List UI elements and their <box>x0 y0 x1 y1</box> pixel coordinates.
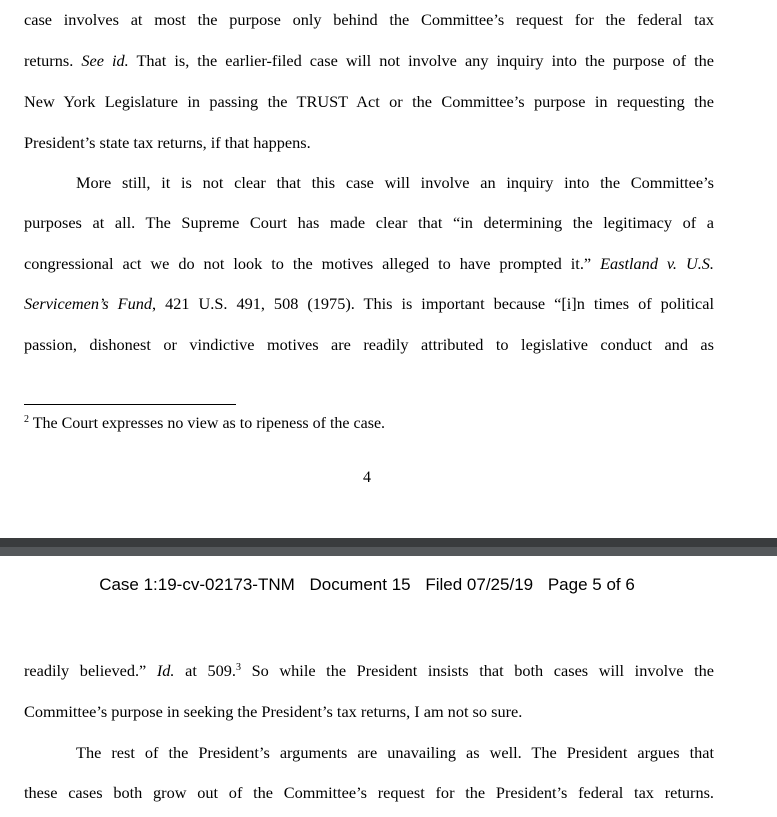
text-line <box>24 335 714 355</box>
text-line <box>24 92 714 112</box>
text-span: readily believed.” <box>24 661 157 680</box>
page-separator <box>0 538 777 556</box>
page-indicator: Page 5 of 6 <box>547 575 635 594</box>
case-number: Case 1:19-cv-02173-TNM <box>99 575 295 594</box>
footnote-marker: 3 <box>235 662 241 673</box>
text-span: More still, it is not clear that this case will involve an inquiry into the Committee’s <box>76 173 714 192</box>
text-line <box>24 10 714 30</box>
text-span: these cases both grow out of the Committee’s request for the President’s federal tax returns. <box>24 783 714 802</box>
text-line <box>24 133 714 153</box>
text-line <box>24 294 714 314</box>
footnote-divider <box>24 404 236 405</box>
text-line <box>24 213 714 233</box>
text-span: The rest of the President’s arguments are unavailing as well. The President argues that <box>76 743 714 762</box>
text-span: case involves at most the purpose only behind the Committee’s request for the federal tax <box>24 10 714 29</box>
page-number: 4 <box>363 469 371 486</box>
citation-italic: Id. <box>156 661 175 680</box>
text-span: purposes at all. The Supreme Court has made clear that “in determining the legitimacy of a <box>24 213 714 232</box>
text-line <box>24 51 714 71</box>
citation-italic: See id. <box>81 51 129 70</box>
text-line <box>24 254 714 274</box>
paragraph-first-line <box>76 743 714 763</box>
footnote-text: The Court expresses no view as to ripeness of the case. <box>29 415 386 432</box>
text-span: at 509. <box>174 661 236 680</box>
text-line <box>24 783 714 803</box>
case-header <box>0 574 734 596</box>
text-line <box>24 661 714 681</box>
text-span: President’s state tax returns, if that happens. <box>24 133 311 152</box>
text-span: So while the President insists that both cases will involve the <box>240 661 714 680</box>
footnote <box>24 414 385 434</box>
text-span: , 421 U.S. 491, 508 (1975). This is important because “[i]n times of political <box>152 294 714 313</box>
text-span: That is, the earlier-filed case will not involve any inquiry into the purpose of the <box>128 51 714 70</box>
text-span: congressional act we do not look to the motives alleged to have prompted it.” <box>24 254 601 273</box>
footnote-marker: 2 <box>24 414 29 425</box>
filed-date: Filed 07/25/19 <box>425 575 534 594</box>
text-line <box>24 702 714 722</box>
text-span: passion, dishonest or vindictive motives are readily attributed to legislative conduct and as <box>24 335 714 354</box>
text-span: Committee’s purpose in seeking the President’s tax returns, I am not so sure. <box>24 702 523 721</box>
paragraph-first-line <box>76 173 714 193</box>
text-span: returns. <box>24 51 82 70</box>
citation-italic: Servicemen’s Fund <box>24 294 153 313</box>
text-span: New York Legislature in passing the TRUST Act or the Committee’s purpose in requesting the <box>24 92 714 111</box>
document-number: Document 15 <box>309 575 411 594</box>
citation-italic: Eastland v. U.S. <box>600 254 714 273</box>
